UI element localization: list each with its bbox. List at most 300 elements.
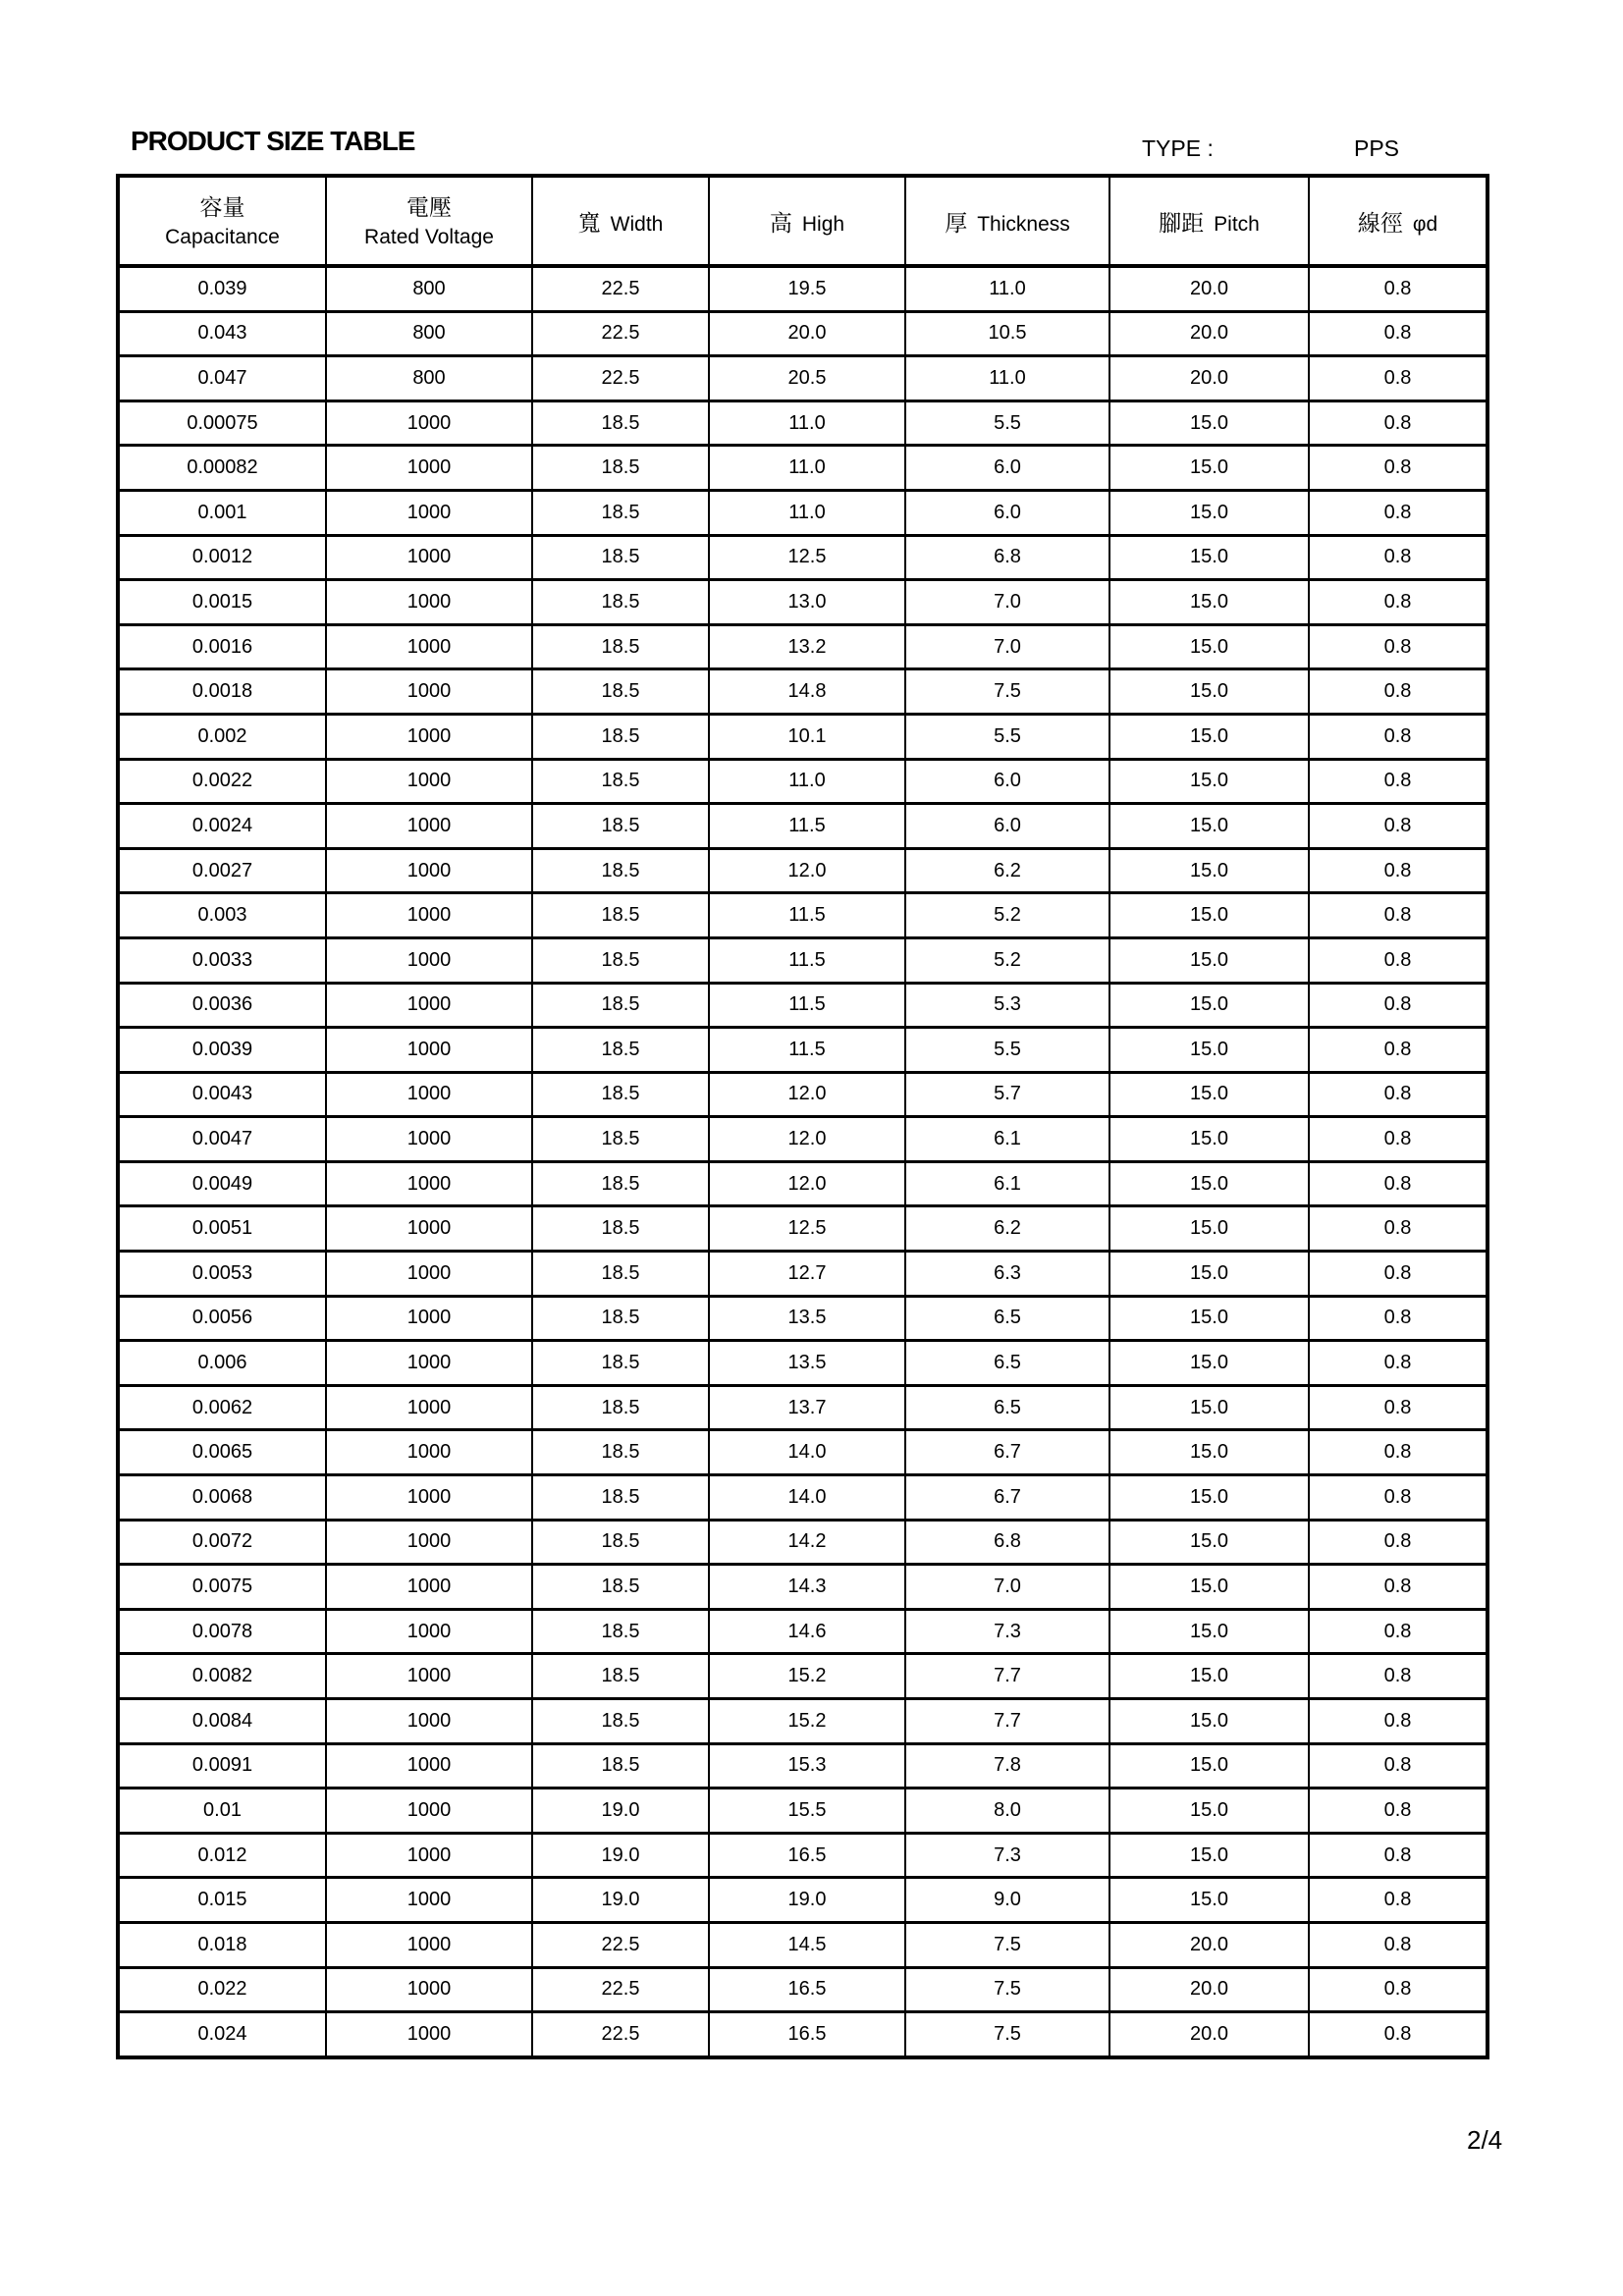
table-cell: 18.5	[532, 1072, 709, 1117]
table-cell: 0.0016	[118, 624, 326, 669]
table-cell: 0.8	[1309, 1743, 1488, 1789]
table-cell: 15.3	[709, 1743, 905, 1789]
table-cell: 20.0	[709, 311, 905, 356]
table-cell: 0.0033	[118, 937, 326, 983]
table-cell: 0.8	[1309, 400, 1488, 446]
table-cell: 0.0084	[118, 1699, 326, 1744]
table-row	[118, 893, 1488, 938]
table-row	[118, 937, 1488, 983]
table-cell: 15.2	[709, 1654, 905, 1699]
table-cell: 6.0	[905, 446, 1109, 491]
table-cell: 11.5	[709, 937, 905, 983]
table-row	[118, 1206, 1488, 1252]
table-cell: 15.0	[1109, 1385, 1309, 1430]
table-cell: 1000	[326, 1206, 532, 1252]
table-cell: 800	[326, 356, 532, 401]
table-cell: 0.8	[1309, 1922, 1488, 1967]
table-row	[118, 1609, 1488, 1654]
table-row	[118, 311, 1488, 356]
table-cell: 18.5	[532, 714, 709, 759]
table-cell: 18.5	[532, 535, 709, 580]
table-cell: 0.8	[1309, 1296, 1488, 1341]
table-cell: 1000	[326, 490, 532, 535]
table-cell: 0.8	[1309, 446, 1488, 491]
table-cell: 0.8	[1309, 1878, 1488, 1923]
table-cell: 1000	[326, 848, 532, 893]
table-cell: 18.5	[532, 1385, 709, 1430]
table-cell: 18.5	[532, 669, 709, 715]
table-cell: 6.1	[905, 1161, 1109, 1206]
column-header-wire-diameter: 線徑 φd	[1309, 176, 1488, 266]
table-cell: 0.8	[1309, 848, 1488, 893]
table-cell: 7.3	[905, 1609, 1109, 1654]
table-cell: 7.8	[905, 1743, 1109, 1789]
table-cell: 15.0	[1109, 848, 1309, 893]
page-title: PRODUCT SIZE TABLE	[131, 126, 415, 156]
table-cell: 0.0018	[118, 669, 326, 715]
table-cell: 15.0	[1109, 1028, 1309, 1073]
table-cell: 9.0	[905, 1878, 1109, 1923]
table-row	[118, 669, 1488, 715]
table-row	[118, 804, 1488, 849]
table-cell: 11.0	[709, 400, 905, 446]
table-cell: 7.0	[905, 624, 1109, 669]
table-cell: 19.5	[709, 266, 905, 311]
table-cell: 0.8	[1309, 937, 1488, 983]
table-cell: 0.8	[1309, 266, 1488, 311]
table-cell: 15.0	[1109, 1609, 1309, 1654]
table-cell: 13.2	[709, 624, 905, 669]
table-cell: 1000	[326, 1161, 532, 1206]
table-row	[118, 759, 1488, 804]
table-cell: 0.8	[1309, 490, 1488, 535]
table-cell: 18.5	[532, 1654, 709, 1699]
table-cell: 15.0	[1109, 983, 1309, 1028]
table-cell: 15.0	[1109, 490, 1309, 535]
table-row	[118, 1341, 1488, 1386]
table-cell: 6.7	[905, 1475, 1109, 1521]
table-cell: 6.2	[905, 1206, 1109, 1252]
table-cell: 0.8	[1309, 669, 1488, 715]
table-row	[118, 1654, 1488, 1699]
table-cell: 12.0	[709, 1072, 905, 1117]
table-cell: 0.8	[1309, 1028, 1488, 1073]
table-cell: 13.7	[709, 1385, 905, 1430]
table-cell: 1000	[326, 1922, 532, 1967]
table-cell: 18.5	[532, 1028, 709, 1073]
table-cell: 7.7	[905, 1654, 1109, 1699]
table-cell: 22.5	[532, 2012, 709, 2057]
table-cell: 8.0	[905, 1789, 1109, 1834]
table-cell: 1000	[326, 535, 532, 580]
table-cell: 0.003	[118, 893, 326, 938]
table-cell: 1000	[326, 669, 532, 715]
table-cell: 15.0	[1109, 624, 1309, 669]
table-cell: 6.5	[905, 1385, 1109, 1430]
table-cell: 20.5	[709, 356, 905, 401]
table-row	[118, 1430, 1488, 1475]
table-cell: 20.0	[1109, 2012, 1309, 2057]
table-cell: 12.0	[709, 1161, 905, 1206]
table-cell: 18.5	[532, 1296, 709, 1341]
table-cell: 15.0	[1109, 893, 1309, 938]
table-cell: 0.00075	[118, 400, 326, 446]
table-cell: 0.8	[1309, 1699, 1488, 1744]
table-cell: 11.5	[709, 804, 905, 849]
table-cell: 15.0	[1109, 1161, 1309, 1206]
table-cell: 13.5	[709, 1341, 905, 1386]
table-row	[118, 1252, 1488, 1297]
table-cell: 0.018	[118, 1922, 326, 1967]
table-cell: 1000	[326, 400, 532, 446]
table-cell: 15.0	[1109, 937, 1309, 983]
table-cell: 1000	[326, 1565, 532, 1610]
table-cell: 0.047	[118, 356, 326, 401]
table-cell: 15.0	[1109, 1878, 1309, 1923]
table-cell: 0.0027	[118, 848, 326, 893]
table-header	[118, 176, 1488, 266]
table-cell: 13.5	[709, 1296, 905, 1341]
table-cell: 12.0	[709, 848, 905, 893]
table-cell: 1000	[326, 1072, 532, 1117]
table-cell: 1000	[326, 1833, 532, 1878]
table-row	[118, 535, 1488, 580]
table-cell: 18.5	[532, 1252, 709, 1297]
table-cell: 0.8	[1309, 1565, 1488, 1610]
table-cell: 20.0	[1109, 1967, 1309, 2012]
table-cell: 22.5	[532, 1967, 709, 2012]
table-cell: 1000	[326, 714, 532, 759]
table-row	[118, 1922, 1488, 1967]
table-row	[118, 1296, 1488, 1341]
table-cell: 0.0072	[118, 1520, 326, 1565]
table-cell: 15.2	[709, 1699, 905, 1744]
table-cell: 1000	[326, 580, 532, 625]
table-cell: 1000	[326, 1385, 532, 1430]
table-cell: 6.8	[905, 1520, 1109, 1565]
table-cell: 15.0	[1109, 1699, 1309, 1744]
table-cell: 15.0	[1109, 1520, 1309, 1565]
table-cell: 20.0	[1109, 266, 1309, 311]
table-cell: 0.8	[1309, 1161, 1488, 1206]
table-cell: 15.0	[1109, 1252, 1309, 1297]
table-cell: 0.8	[1309, 1520, 1488, 1565]
column-header-pitch: 腳距 Pitch	[1109, 176, 1309, 266]
table-cell: 18.5	[532, 580, 709, 625]
table-cell: 0.8	[1309, 983, 1488, 1028]
table-row	[118, 400, 1488, 446]
table-cell: 0.0075	[118, 1565, 326, 1610]
table-row	[118, 446, 1488, 491]
type-label: TYPE :	[1142, 135, 1214, 161]
table-cell: 0.0078	[118, 1609, 326, 1654]
table-row	[118, 1520, 1488, 1565]
table-cell: 0.8	[1309, 804, 1488, 849]
table-cell: 0.8	[1309, 759, 1488, 804]
table-cell: 5.7	[905, 1072, 1109, 1117]
table-cell: 1000	[326, 1028, 532, 1073]
table-cell: 1000	[326, 1475, 532, 1521]
table-cell: 0.0051	[118, 1206, 326, 1252]
table-cell: 20.0	[1109, 1922, 1309, 1967]
table-cell: 1000	[326, 1296, 532, 1341]
table-cell: 0.0022	[118, 759, 326, 804]
table-cell: 1000	[326, 1967, 532, 2012]
table-cell: 20.0	[1109, 311, 1309, 356]
table-cell: 14.6	[709, 1609, 905, 1654]
table-cell: 18.5	[532, 983, 709, 1028]
table-cell: 5.3	[905, 983, 1109, 1028]
table-cell: 15.0	[1109, 1430, 1309, 1475]
table-cell: 11.5	[709, 1028, 905, 1073]
table-cell: 1000	[326, 1743, 532, 1789]
table-cell: 18.5	[532, 490, 709, 535]
table-cell: 0.0062	[118, 1385, 326, 1430]
table-row	[118, 624, 1488, 669]
column-header-thickness: 厚 Thickness	[905, 176, 1109, 266]
table-cell: 12.0	[709, 1117, 905, 1162]
column-header-rated-voltage: 電壓 Rated Voltage	[326, 176, 532, 266]
table-cell: 15.0	[1109, 1206, 1309, 1252]
table-row	[118, 1699, 1488, 1744]
table-cell: 0.0012	[118, 535, 326, 580]
column-header-capacitance: 容量 Capacitance	[118, 176, 326, 266]
table-row	[118, 490, 1488, 535]
table-cell: 1000	[326, 446, 532, 491]
column-header-high: 高 High	[709, 176, 905, 266]
table-cell: 13.0	[709, 580, 905, 625]
table-cell: 0.00082	[118, 446, 326, 491]
table-cell: 0.8	[1309, 2012, 1488, 2057]
table-cell: 18.5	[532, 1430, 709, 1475]
table-row	[118, 1789, 1488, 1834]
table-cell: 15.0	[1109, 580, 1309, 625]
table-row	[118, 580, 1488, 625]
table-cell: 0.0068	[118, 1475, 326, 1521]
table-cell: 0.002	[118, 714, 326, 759]
table-row	[118, 848, 1488, 893]
table-cell: 1000	[326, 1699, 532, 1744]
table-cell: 18.5	[532, 1565, 709, 1610]
table-cell: 1000	[326, 1789, 532, 1834]
table-cell: 0.001	[118, 490, 326, 535]
table-cell: 15.0	[1109, 1743, 1309, 1789]
table-cell: 1000	[326, 1430, 532, 1475]
table-cell: 19.0	[532, 1789, 709, 1834]
table-cell: 12.5	[709, 1206, 905, 1252]
table-cell: 1000	[326, 804, 532, 849]
table-cell: 800	[326, 311, 532, 356]
table-cell: 6.7	[905, 1430, 1109, 1475]
table-cell: 19.0	[532, 1833, 709, 1878]
table-cell: 16.5	[709, 2012, 905, 2057]
table-cell: 800	[326, 266, 532, 311]
table-cell: 0.8	[1309, 535, 1488, 580]
table-cell: 0.0091	[118, 1743, 326, 1789]
table-row	[118, 1028, 1488, 1073]
table-cell: 15.0	[1109, 1296, 1309, 1341]
table-cell: 0.8	[1309, 624, 1488, 669]
table-cell: 15.0	[1109, 446, 1309, 491]
table-body	[118, 266, 1488, 2057]
table-row	[118, 1878, 1488, 1923]
table-row	[118, 1117, 1488, 1162]
table-cell: 22.5	[532, 356, 709, 401]
table-cell: 14.0	[709, 1475, 905, 1521]
table-row	[118, 1161, 1488, 1206]
table-cell: 0.8	[1309, 1967, 1488, 2012]
table-cell: 7.7	[905, 1699, 1109, 1744]
table-cell: 0.8	[1309, 1252, 1488, 1297]
table-cell: 19.0	[532, 1878, 709, 1923]
table-cell: 0.006	[118, 1341, 326, 1386]
table-cell: 15.0	[1109, 1072, 1309, 1117]
table-cell: 0.01	[118, 1789, 326, 1834]
table-cell: 6.5	[905, 1341, 1109, 1386]
table-cell: 7.5	[905, 1967, 1109, 2012]
table-cell: 1000	[326, 624, 532, 669]
table-row	[118, 356, 1488, 401]
table-cell: 7.5	[905, 1922, 1109, 1967]
table-cell: 0.0043	[118, 1072, 326, 1117]
table-cell: 0.8	[1309, 580, 1488, 625]
table-cell: 1000	[326, 937, 532, 983]
table-cell: 1000	[326, 1609, 532, 1654]
table-cell: 1000	[326, 1520, 532, 1565]
table-cell: 18.5	[532, 1743, 709, 1789]
table-cell: 1000	[326, 759, 532, 804]
table-row	[118, 1743, 1488, 1789]
table-cell: 6.2	[905, 848, 1109, 893]
table-cell: 1000	[326, 1878, 532, 1923]
table-cell: 18.5	[532, 1475, 709, 1521]
table-cell: 18.5	[532, 937, 709, 983]
table-cell: 1000	[326, 983, 532, 1028]
table-cell: 0.015	[118, 1878, 326, 1923]
table-cell: 7.3	[905, 1833, 1109, 1878]
table-cell: 15.0	[1109, 759, 1309, 804]
table-cell: 15.0	[1109, 1654, 1309, 1699]
table-row	[118, 1833, 1488, 1878]
table-cell: 18.5	[532, 1117, 709, 1162]
table-cell: 15.5	[709, 1789, 905, 1834]
table-cell: 0.0024	[118, 804, 326, 849]
table-cell: 0.8	[1309, 714, 1488, 759]
table-row	[118, 266, 1488, 311]
table-cell: 11.0	[709, 490, 905, 535]
table-cell: 6.0	[905, 804, 1109, 849]
table-cell: 0.0053	[118, 1252, 326, 1297]
table-cell: 11.0	[905, 266, 1109, 311]
table-cell: 10.5	[905, 311, 1109, 356]
table-cell: 18.5	[532, 848, 709, 893]
table-cell: 1000	[326, 1252, 532, 1297]
table-cell: 15.0	[1109, 1789, 1309, 1834]
table-cell: 1000	[326, 1117, 532, 1162]
table-cell: 0.8	[1309, 1341, 1488, 1386]
table-cell: 16.5	[709, 1967, 905, 2012]
table-cell: 0.8	[1309, 1117, 1488, 1162]
table-cell: 18.5	[532, 1609, 709, 1654]
table-cell: 0.8	[1309, 1072, 1488, 1117]
table-cell: 7.0	[905, 580, 1109, 625]
table-cell: 0.024	[118, 2012, 326, 2057]
table-row	[118, 1475, 1488, 1521]
table-cell: 15.0	[1109, 1117, 1309, 1162]
table-cell: 11.0	[905, 356, 1109, 401]
table-cell: 0.0039	[118, 1028, 326, 1073]
table-cell: 14.3	[709, 1565, 905, 1610]
table-cell: 0.8	[1309, 1609, 1488, 1654]
table-cell: 18.5	[532, 1699, 709, 1744]
table-cell: 11.0	[709, 759, 905, 804]
table-cell: 5.5	[905, 714, 1109, 759]
table-cell: 20.0	[1109, 356, 1309, 401]
table-cell: 0.8	[1309, 1833, 1488, 1878]
table-cell: 6.0	[905, 759, 1109, 804]
table-row	[118, 714, 1488, 759]
table-cell: 0.8	[1309, 1654, 1488, 1699]
table-cell: 0.8	[1309, 1206, 1488, 1252]
table-cell: 15.0	[1109, 669, 1309, 715]
table-cell: 0.012	[118, 1833, 326, 1878]
table-row	[118, 1565, 1488, 1610]
table-cell: 0.0056	[118, 1296, 326, 1341]
table-cell: 12.5	[709, 535, 905, 580]
table-cell: 5.2	[905, 893, 1109, 938]
table-cell: 5.5	[905, 1028, 1109, 1073]
table-cell: 22.5	[532, 1922, 709, 1967]
header-row	[118, 176, 1488, 266]
table-cell: 14.2	[709, 1520, 905, 1565]
table-cell: 1000	[326, 893, 532, 938]
table-cell: 0.0015	[118, 580, 326, 625]
table-cell: 15.0	[1109, 714, 1309, 759]
table-cell: 5.5	[905, 400, 1109, 446]
table-cell: 18.5	[532, 446, 709, 491]
table-row	[118, 2012, 1488, 2057]
table-cell: 7.0	[905, 1565, 1109, 1610]
table-cell: 12.7	[709, 1252, 905, 1297]
table-cell: 18.5	[532, 1341, 709, 1386]
table-cell: 19.0	[709, 1878, 905, 1923]
table-cell: 16.5	[709, 1833, 905, 1878]
column-header-width: 寬 Width	[532, 176, 709, 266]
table-cell: 0.8	[1309, 1789, 1488, 1834]
table-cell: 0.0082	[118, 1654, 326, 1699]
table-cell: 14.5	[709, 1922, 905, 1967]
table-cell: 0.8	[1309, 1475, 1488, 1521]
table-cell: 18.5	[532, 624, 709, 669]
table-cell: 18.5	[532, 804, 709, 849]
table-cell: 22.5	[532, 266, 709, 311]
table-row	[118, 983, 1488, 1028]
table-cell: 0.8	[1309, 1385, 1488, 1430]
table-cell: 18.5	[532, 759, 709, 804]
table-cell: 0.8	[1309, 1430, 1488, 1475]
table-cell: 6.5	[905, 1296, 1109, 1341]
table-row	[118, 1967, 1488, 2012]
table-cell: 10.1	[709, 714, 905, 759]
table-cell: 0.8	[1309, 311, 1488, 356]
table-cell: 15.0	[1109, 400, 1309, 446]
table-cell: 15.0	[1109, 804, 1309, 849]
table-cell: 15.0	[1109, 535, 1309, 580]
table-cell: 18.5	[532, 1520, 709, 1565]
table-row	[118, 1385, 1488, 1430]
table-cell: 1000	[326, 1341, 532, 1386]
product-size-table	[116, 174, 1489, 2059]
